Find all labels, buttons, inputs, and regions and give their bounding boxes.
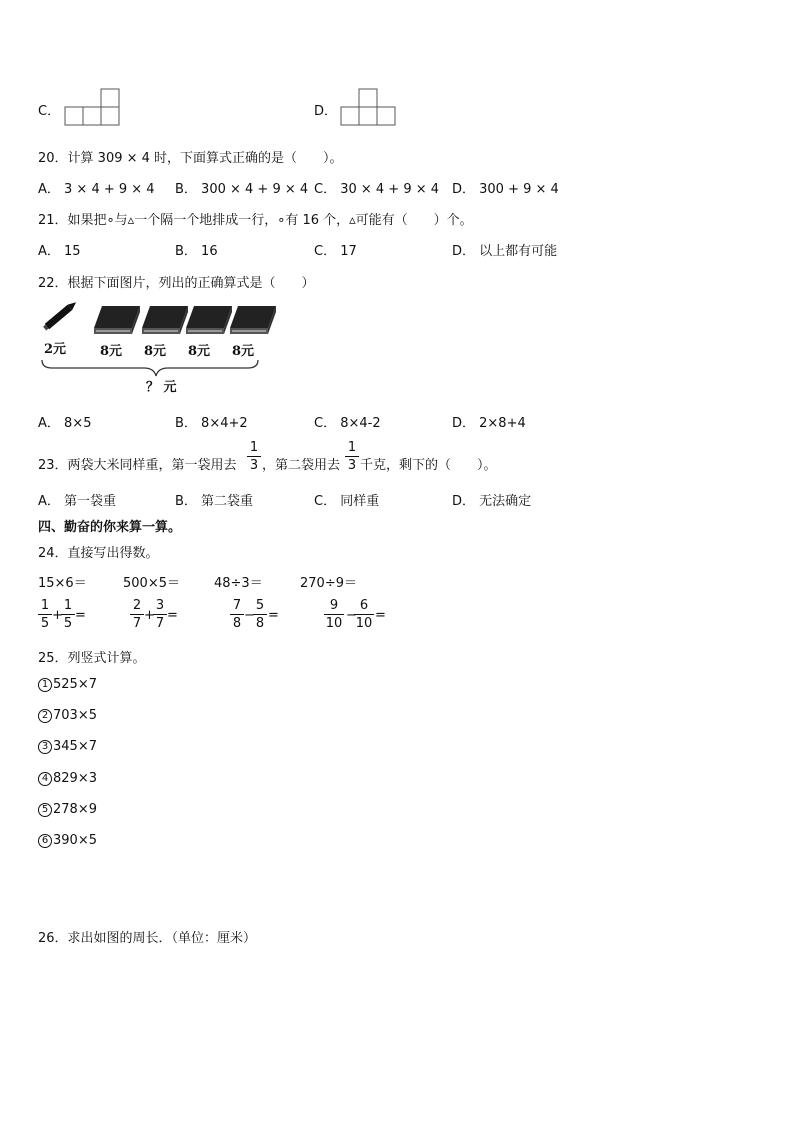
q23-stem-part-a: 23．两袋大米同样重，第一袋用去 <box>38 458 237 473</box>
q23-stem-part-c: 千克，剩下的（ ）。 <box>360 458 497 473</box>
q22-option-a: A． 8×5 <box>38 416 92 431</box>
pen-icon <box>42 300 78 332</box>
q25-item: 3 345×7 <box>38 739 97 754</box>
q22-option-c: C． 8×4-2 <box>314 416 381 431</box>
q22-picture <box>38 296 278 396</box>
q24-op: + <box>144 608 155 623</box>
q26-stem: 26．求出如图的周长．（单位：厘米） <box>38 931 257 946</box>
book-icon <box>142 306 188 334</box>
book-icon <box>94 306 140 334</box>
q21-option-c: C． 17 <box>314 244 357 259</box>
q19-option-d-figure <box>340 88 398 126</box>
q24-op: + <box>52 608 63 623</box>
q23-option-b: B． 第二袋重 <box>175 494 254 509</box>
q22-option-b: B． 8×4+2 <box>175 416 248 431</box>
q21-option-d: D． 以上都有可能 <box>452 244 558 259</box>
q20-option-a: A． 3 × 4 + 9 × 4 <box>38 182 155 197</box>
q24-problem: 270÷9＝ <box>300 576 357 591</box>
q21-option-a: A． 15 <box>38 244 81 259</box>
q23-fraction-2: 1 3 <box>345 440 359 473</box>
q24-eq: = <box>375 608 386 623</box>
book-price: 8元 <box>144 344 167 359</box>
book-icon <box>186 306 232 334</box>
q24-op: − <box>346 608 357 623</box>
q23-option-c: C． 同样重 <box>314 494 380 509</box>
q24-frac-2b: 3 7 <box>153 598 167 631</box>
q24-frac-3b: 5 8 <box>253 598 267 631</box>
q23-option-d: D． 无法确定 <box>452 494 532 509</box>
book-price: 8元 <box>100 344 123 359</box>
q24-stem: 24．直接写出得数。 <box>38 546 159 561</box>
q24-op: − <box>244 608 255 623</box>
q19-option-c-label: C． <box>38 104 61 119</box>
q20-option-d: D． 300 + 9 × 4 <box>452 182 559 197</box>
section-4-title: 四、勤奋的你来算一算。 <box>38 520 182 535</box>
q19-option-d-label: D． <box>314 104 338 119</box>
q23-option-a: A． 第一袋重 <box>38 494 117 509</box>
q22-option-d: D． 2×8+4 <box>452 416 526 431</box>
q24-frac-4a: 9 10 <box>325 598 343 631</box>
q24-eq: = <box>75 608 86 623</box>
q25-item: 1 525×7 <box>38 677 97 692</box>
q24-frac-1a: 1 5 <box>38 598 52 631</box>
total-price: ？ 元 <box>146 380 177 395</box>
q24-eq: = <box>167 608 178 623</box>
q25-item: 4 829×3 <box>38 771 97 786</box>
book-icon <box>230 306 276 334</box>
q23-fraction-1: 1 3 <box>247 440 261 473</box>
q19-option-c-figure <box>64 88 122 126</box>
q20-stem: 20．计算 309 × 4 时，下面算式正确的是（ ）。 <box>38 151 343 166</box>
q25-item: 6 390×5 <box>38 833 97 848</box>
pen-price: 2元 <box>44 342 67 357</box>
book-price: 8元 <box>188 344 211 359</box>
q24-eq: = <box>268 608 279 623</box>
q24-frac-2a: 2 7 <box>130 598 144 631</box>
q20-option-c: C． 30 × 4 + 9 × 4 <box>314 182 440 197</box>
q25-stem: 25．列竖式计算。 <box>38 651 146 666</box>
brace-icon <box>42 360 258 376</box>
q25-item: 2 703×5 <box>38 708 97 723</box>
q24-frac-1b: 1 5 <box>61 598 75 631</box>
q25-item: 5 278×9 <box>38 802 97 817</box>
q21-stem: 21．如果把∘与▵一个隔一个地排成一行，∘有 16 个，▵可能有（ ）个。 <box>38 213 473 228</box>
q24-frac-4b: 6 10 <box>355 598 373 631</box>
q24-frac-3a: 7 8 <box>230 598 244 631</box>
q24-problem: 48÷3＝ <box>214 576 263 591</box>
q21-option-b: B． 16 <box>175 244 218 259</box>
q24-problem: 15×6＝ <box>38 576 87 591</box>
q24-problem: 500×5＝ <box>123 576 180 591</box>
book-price: 8元 <box>232 344 255 359</box>
q23-stem-part-b: ，第二袋用去 <box>262 458 341 473</box>
q22-stem: 22．根据下面图片，列出的正确算式是（ ） <box>38 276 315 291</box>
q20-option-b: B． 300 × 4 + 9 × 4 <box>175 182 309 197</box>
